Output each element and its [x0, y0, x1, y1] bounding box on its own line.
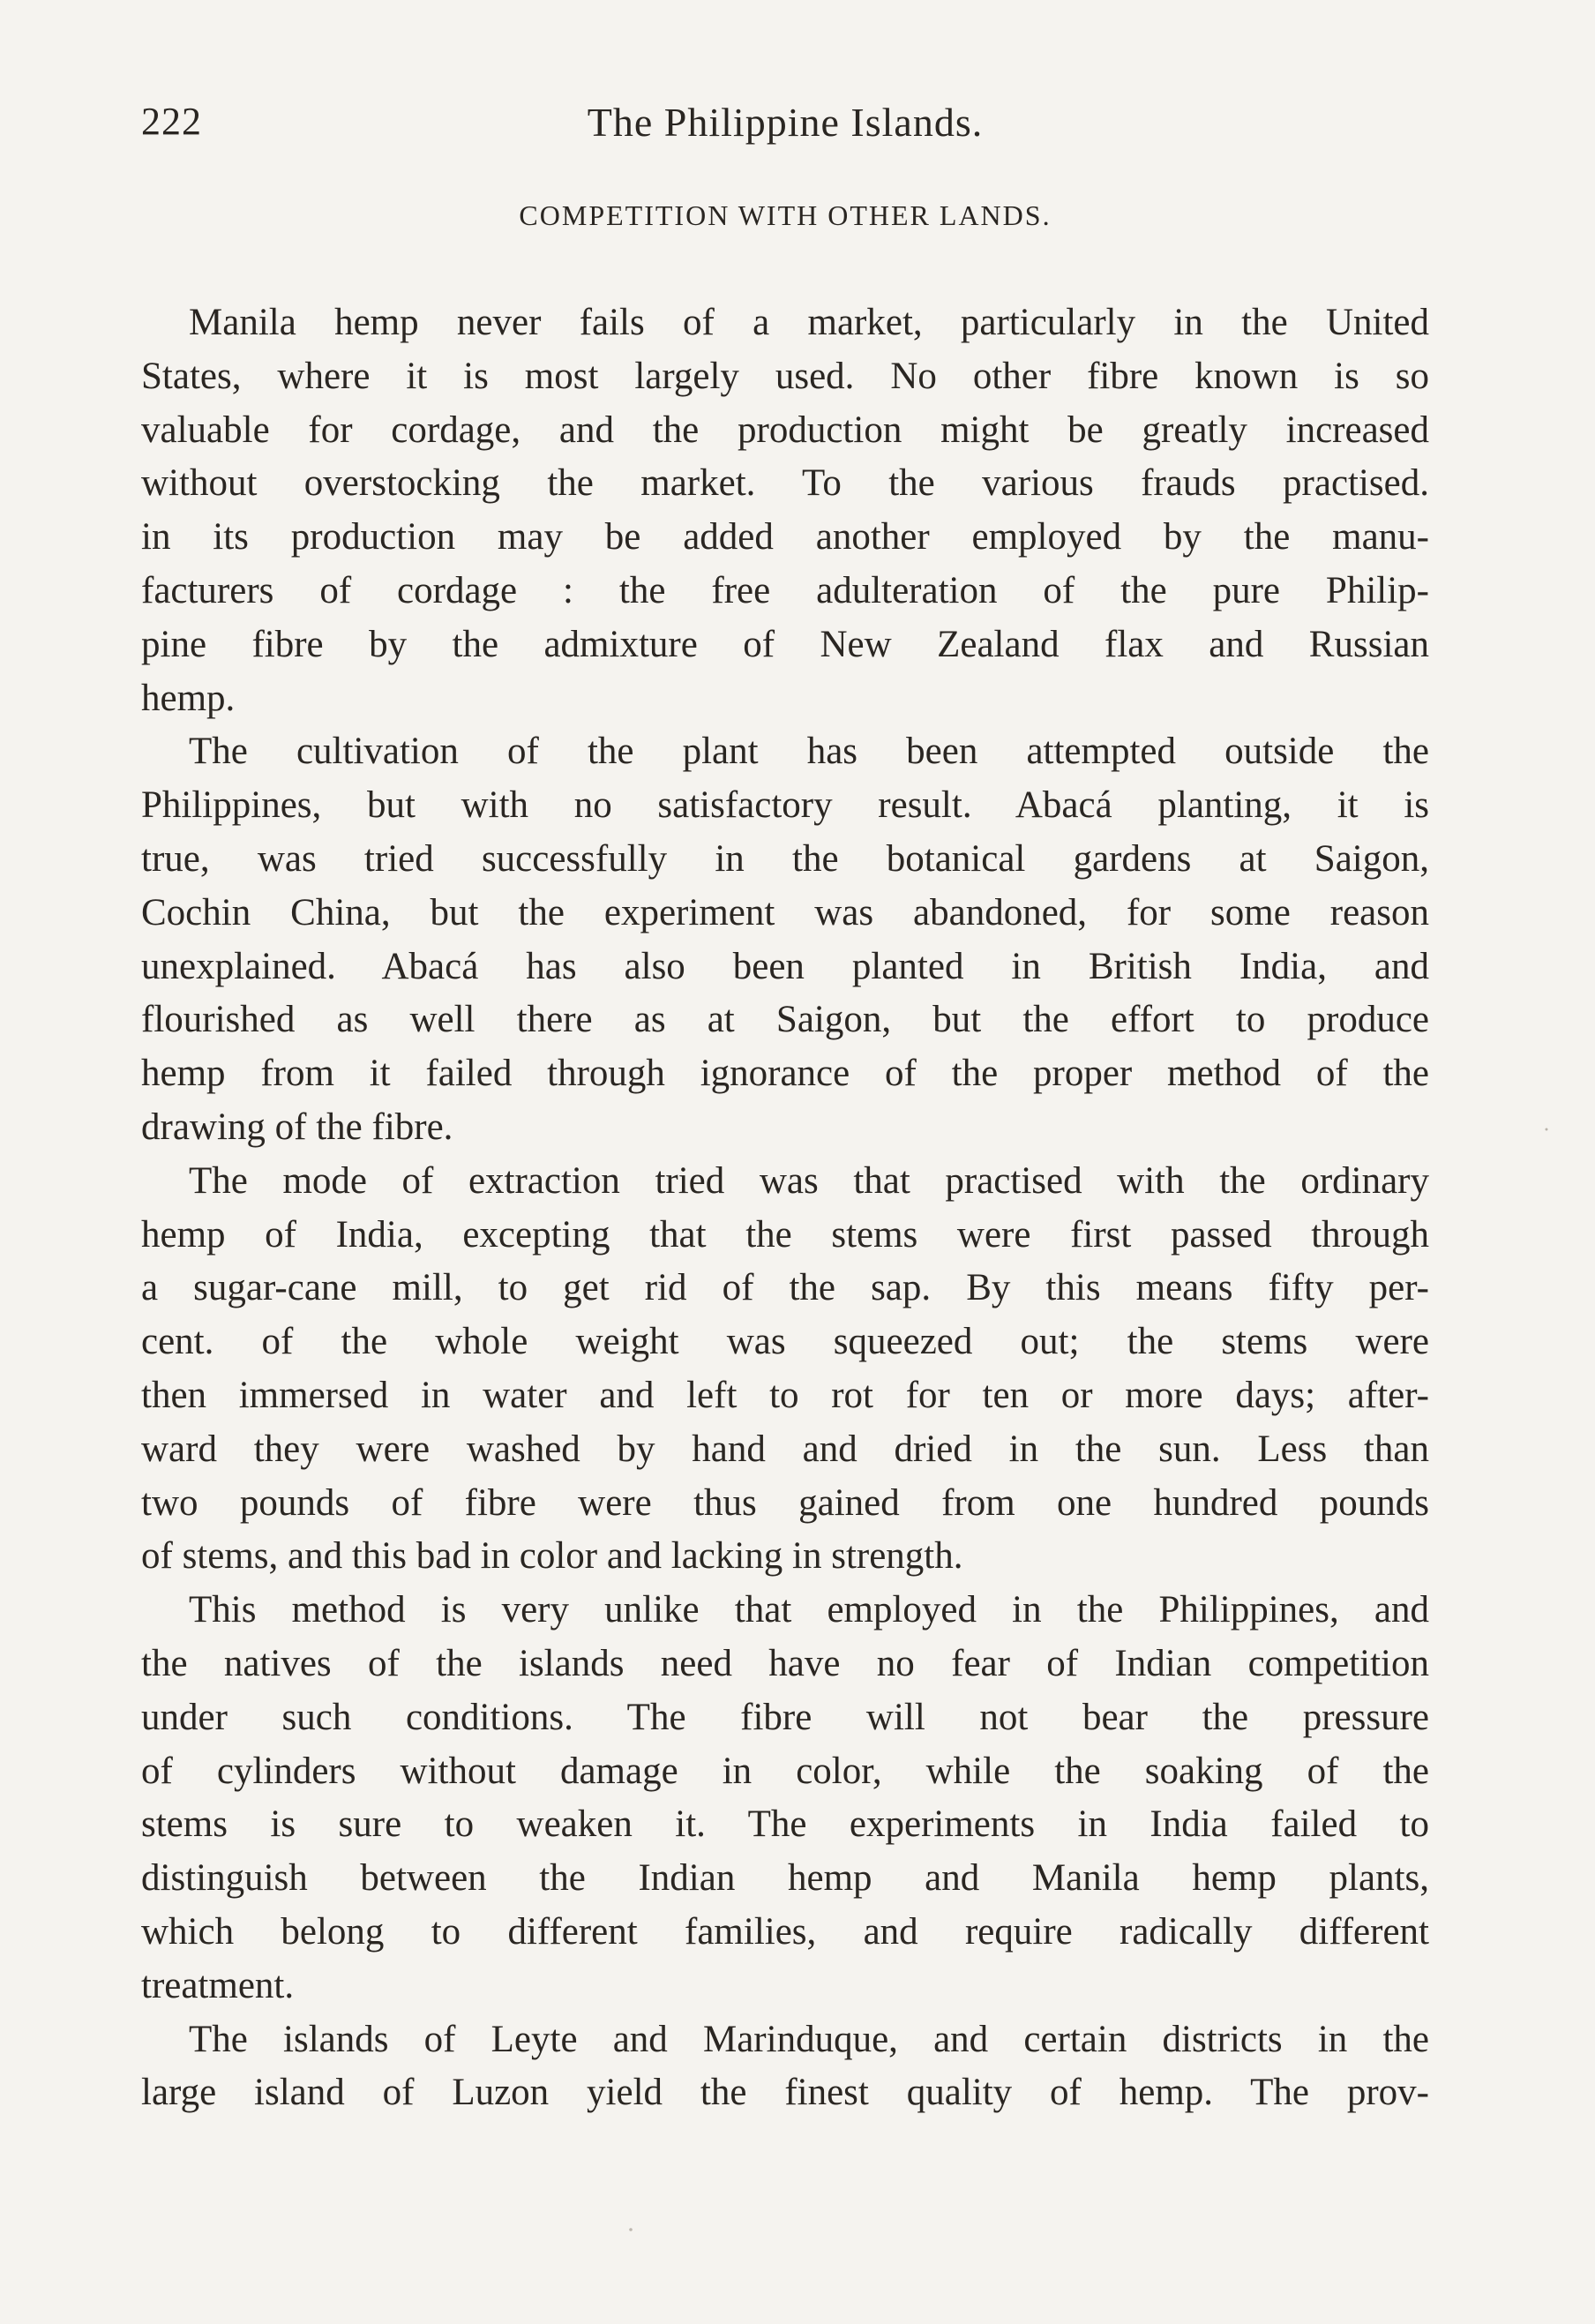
text-line: pine fibre by the admixture of New Zealand flax and Russian	[141, 623, 1429, 665]
text-line: Manila hemp never fails of a market, particularly in the United	[189, 302, 1429, 343]
text-line: which belong to different families, and require radically different	[141, 1910, 1429, 1953]
text-line: the natives of the islands need have no fear of Indian competition	[141, 1642, 1429, 1684]
text-line: unexplained. Abacá has also been planted in British India, and	[141, 945, 1429, 987]
section-heading: COMPETITION WITH OTHER LANDS.	[519, 199, 1052, 231]
text-line: valuable for cordage, and the production might be greatly increased	[141, 409, 1429, 451]
text-line: The cultivation of the plant has been attempted outside the	[189, 731, 1429, 773]
text-line: hemp of India, excepting that the stems were first passed through	[141, 1213, 1429, 1256]
text-line: a sugar-cane mill, to get rid of the sap. By this means fifty per-	[141, 1267, 1429, 1309]
running-head	[141, 99, 1429, 152]
text-line: then immersed in water and left to rot for ten or more days; after-	[141, 1374, 1429, 1416]
running-title: The Philippine Islands.	[587, 100, 984, 145]
text-line: without overstocking the market. To the various frauds practised.	[141, 462, 1429, 505]
paragraph-3	[141, 1155, 1429, 1584]
text-line: drawing of the fibre.	[141, 1106, 453, 1148]
text-line: stems is sure to weaken it. The experiments in India failed to	[141, 1803, 1429, 1846]
paragraph-2	[141, 725, 1429, 1154]
text-line: in its production may be added another employed by the manu-	[141, 516, 1429, 559]
paragraph-1	[141, 296, 1429, 725]
text-line: under such conditions. The fibre will not bear the pressure	[141, 1696, 1429, 1738]
text-line: cent. of the whole weight was squeezed out; the stems were	[141, 1321, 1429, 1363]
text-line: distinguish between the Indian hemp and Manila hemp plants,	[141, 1857, 1429, 1900]
text-line: facturers of cordage : the free adulteration of the pure Philip-	[141, 569, 1429, 611]
text-line: flourished as well there as at Saigon, but the effort to produce	[141, 999, 1429, 1041]
body-text	[141, 296, 1429, 2120]
text-line: large island of Luzon yield the finest quality of hemp. The prov-	[141, 2072, 1429, 2114]
text-line: hemp.	[141, 677, 236, 719]
text-line: of cylinders without damage in color, while the soaking of the	[141, 1750, 1429, 1792]
text-line: The islands of Leyte and Marinduque, and certain districts in the	[189, 2018, 1429, 2060]
text-line: treatment.	[141, 1964, 295, 2006]
text-line: Cochin China, but the experiment was abandoned, for some reason	[141, 891, 1429, 933]
text-line: of stems, and this bad in color and lacking in strength.	[141, 1535, 963, 1578]
paper-speck	[629, 2228, 633, 2231]
paragraph-5	[141, 2013, 1429, 2121]
text-line: hemp from it failed through ignorance of the proper method of the	[141, 1053, 1429, 1095]
paragraph-4	[141, 1584, 1429, 2013]
text-line: Philippines, but with no satisfactory result. Abacá planting, it is	[141, 784, 1429, 827]
text-line: two pounds of fibre were thus gained from one hundred pounds	[141, 1481, 1429, 1524]
page-number: 222	[141, 100, 202, 143]
text-line: The mode of extraction tried was that practised with the ordinary	[189, 1159, 1429, 1202]
text-line: States, where it is most largely used. No other fibre known is so	[141, 355, 1429, 397]
paper-speck	[1546, 1128, 1548, 1131]
text-line: This method is very unlike that employed in the Philippines, and	[189, 1589, 1429, 1631]
text-line: ward they were washed by hand and dried in the sun. Less than	[141, 1428, 1429, 1470]
text-line: true, was tried successfully in the botanical gardens at Saigon,	[141, 837, 1429, 880]
